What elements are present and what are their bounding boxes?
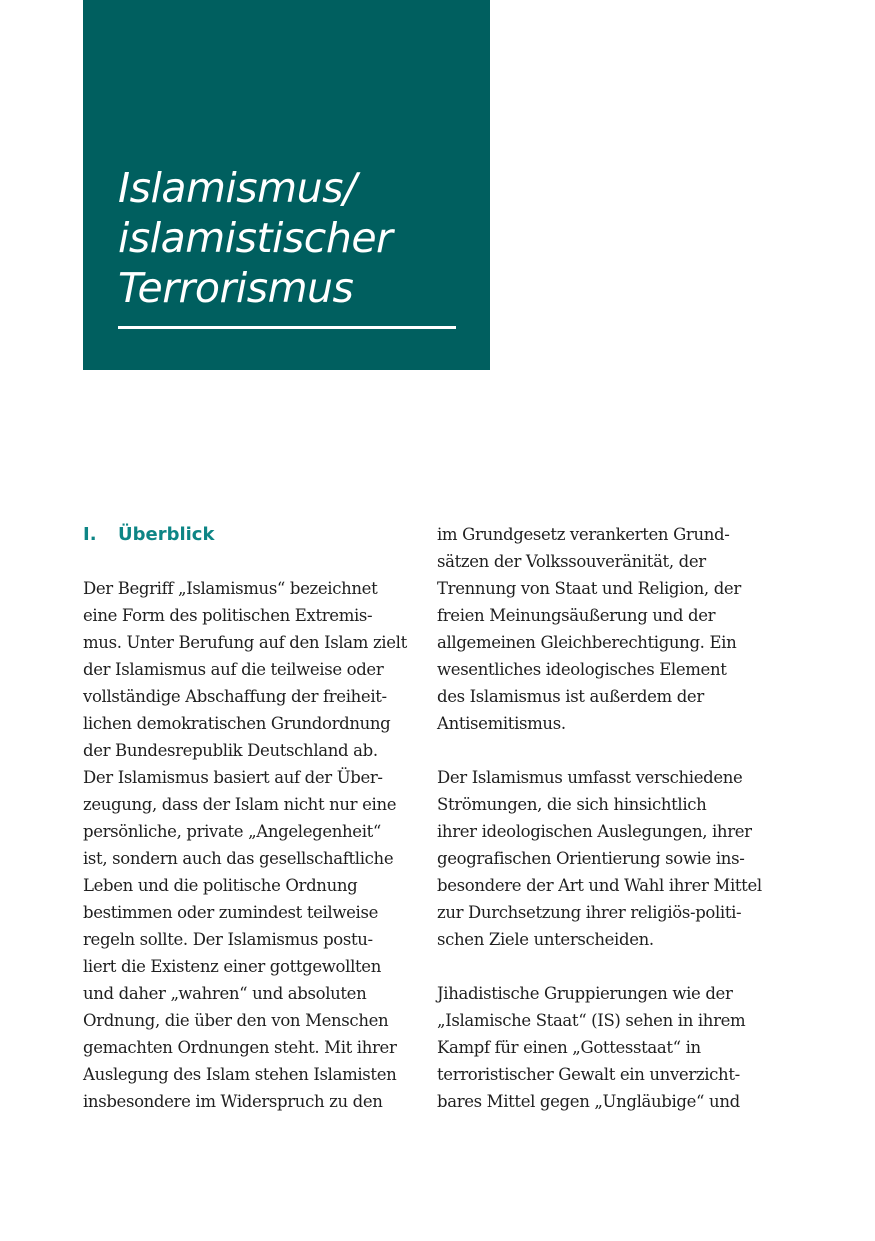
body-text-line: Kampf für einen „Gottesstaat“ in — [437, 1038, 701, 1057]
body-text-line: der Bundesrepublik Deutschland ab. — [83, 741, 378, 760]
body-text-line: bestimmen oder zumindest teilweise — [83, 903, 379, 922]
body-text-line: Der Begriff „Islamismus“ bezeichnet — [83, 579, 378, 598]
body-text-line: vollständige Abschaffung der freiheit- — [83, 687, 387, 706]
body-text-line: Strömungen, die sich hinsichtlich — [437, 795, 707, 814]
body-text-line: regeln sollte. Der Islamismus postu- — [83, 930, 373, 949]
body-text-line: ihrer ideologischen Auslegungen, ihrer — [437, 822, 752, 841]
paragraph-spacer — [437, 737, 767, 764]
body-text-line: Trennung von Staat und Religion, der — [437, 579, 741, 598]
body-text-line: Antisemitismus. — [437, 714, 566, 733]
body-text-line: zur Durchsetzung ihrer religiös-politi- — [437, 903, 742, 922]
body-text-line: lichen demokratischen Grundordnung — [83, 714, 391, 733]
chapter-title-line: Terrorismus — [118, 264, 354, 312]
left-text-column — [83, 575, 413, 1115]
title-underline — [118, 326, 456, 329]
body-text-line: im Grundgesetz verankerten Grund- — [437, 525, 730, 544]
chapter-title — [118, 163, 392, 313]
body-text-line: freien Meinungsäußerung und der — [437, 606, 716, 625]
body-text-line: geografischen Orientierung sowie ins- — [437, 849, 745, 868]
body-text-line: zeugung, dass der Islam nicht nur eine — [83, 795, 397, 814]
body-text-line: allgemeinen Gleichberechtigung. Ein — [437, 633, 737, 652]
section-heading — [83, 521, 214, 548]
body-text-line: „Islamische Staat“ (IS) sehen in ihrem — [437, 1011, 746, 1030]
body-text-line: der Islamismus auf die teilweise oder — [83, 660, 384, 679]
right-text-column — [437, 521, 767, 1115]
body-text-line: schen Ziele unterscheiden. — [437, 930, 654, 949]
body-text-line: bares Mittel gegen „Ungläubige“ und — [437, 1092, 740, 1111]
body-text-line: besondere der Art und Wahl ihrer Mittel — [437, 876, 762, 895]
body-text-line: persönliche, private „Angelegenheit“ — [83, 822, 381, 841]
body-text-line: terroristischer Gewalt ein unverzicht- — [437, 1065, 740, 1084]
body-text-line: sätzen der Volkssouveränität, der — [437, 552, 706, 571]
body-text-line: ist, sondern auch das gesellschaftliche — [83, 849, 394, 868]
section-number: I. — [83, 524, 97, 545]
body-text-line: Auslegung des Islam stehen Islamisten — [83, 1065, 397, 1084]
body-text-line: mus. Unter Berufung auf den Islam zielt — [83, 633, 407, 652]
title-banner — [83, 0, 490, 370]
body-text-line: gemachten Ordnungen steht. Mit ihrer — [83, 1038, 397, 1057]
body-text-line: Ordnung, die über den von Menschen — [83, 1011, 389, 1030]
body-text-line: insbesondere im Widerspruch zu den — [83, 1092, 383, 1111]
paragraph-spacer — [437, 953, 767, 980]
body-text-line: Der Islamismus basiert auf der Über- — [83, 768, 383, 787]
body-text-line: eine Form des politischen Extremis- — [83, 606, 373, 625]
chapter-title-line: Islamismus/ — [118, 164, 357, 212]
body-text-line: liert die Existenz einer gottgewollten — [83, 957, 381, 976]
body-text-line: Der Islamismus umfasst verschiedene — [437, 768, 743, 787]
body-text-line: wesentliches ideologisches Element — [437, 660, 727, 679]
body-text-line: Jihadistische Gruppierungen wie der — [437, 984, 733, 1003]
body-text-line: und daher „wahren“ und absoluten — [83, 984, 367, 1003]
body-text-line: Leben und die politische Ordnung — [83, 876, 358, 895]
chapter-title-line: islamistischer — [118, 214, 393, 262]
body-text-line: des Islamismus ist außerdem der — [437, 687, 704, 706]
section-heading-text: Überblick — [118, 524, 215, 545]
